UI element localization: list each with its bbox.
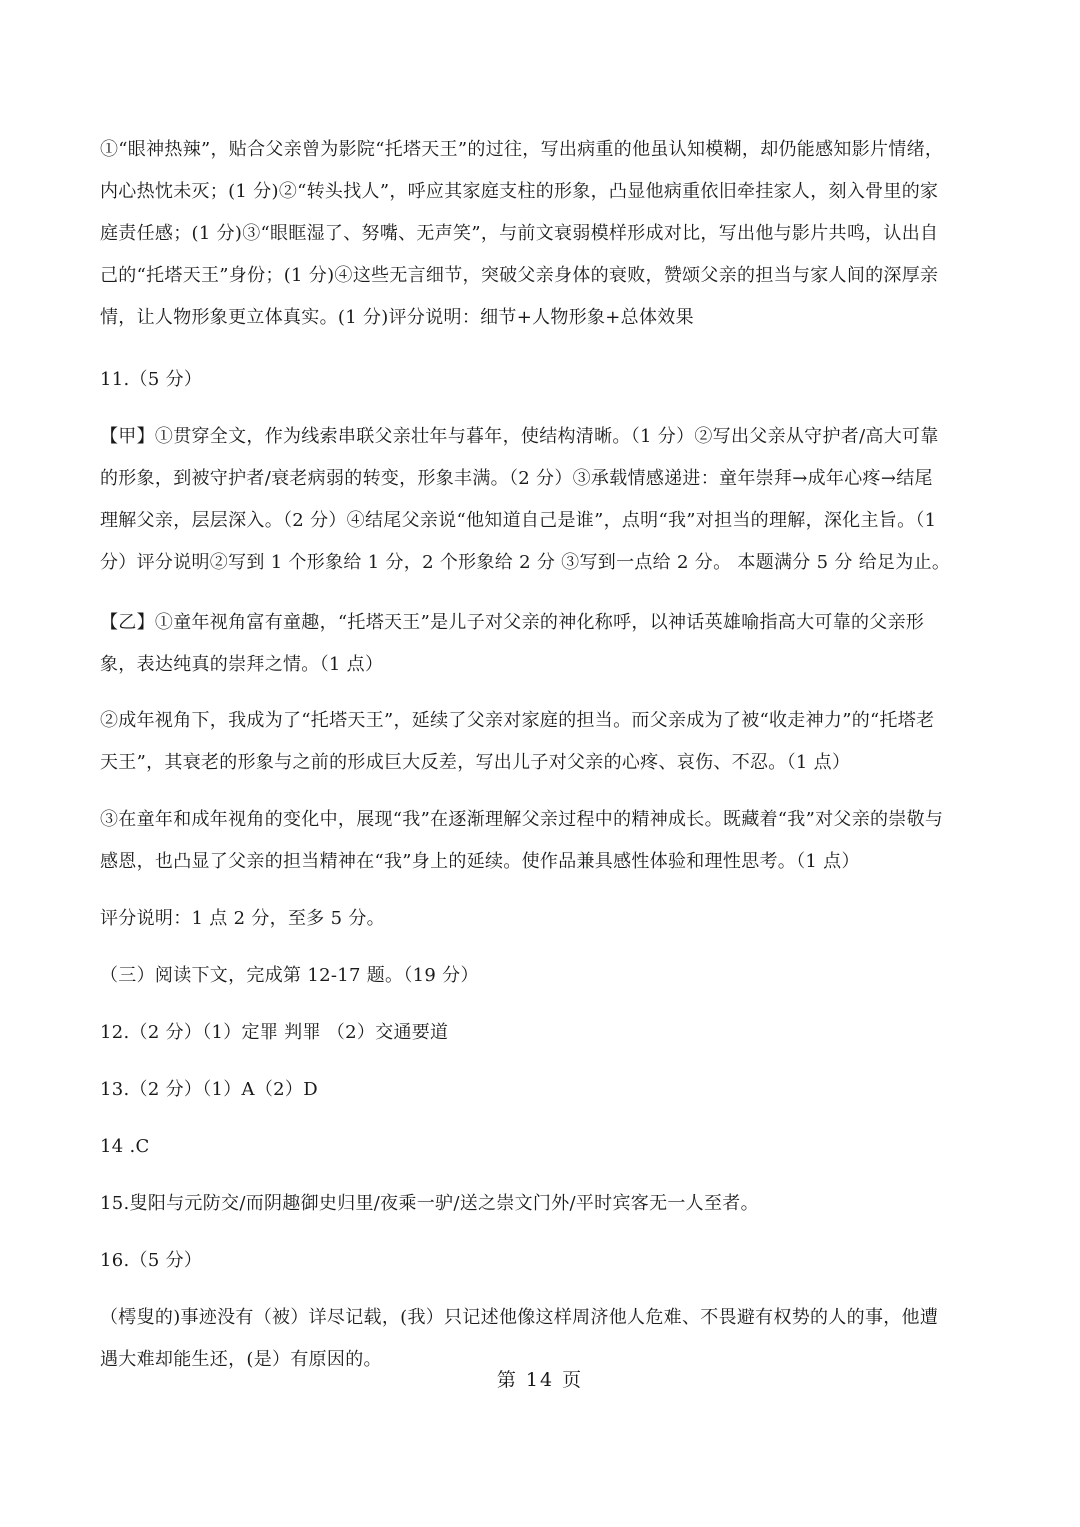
text-line: 己的“托塔天王”身份；(1 分)④这些无言细节，突破父亲身体的衰败，赞颂父亲的担当与家人间的深厚亲	[100, 265, 939, 286]
text-line: ②成年视角下，我成为了“托塔天王”，延续了父亲对家庭的担当。而父亲成为了被“收走神力”的“托塔老	[100, 710, 935, 731]
q11-yi-paragraph-3	[100, 799, 980, 883]
text-line: 分）评分说明②写到 1 个形象给 1 分，2 个形象给 2 分 ③写到一点给 2 分。 本题满分 5 分 给足为止。	[100, 552, 951, 573]
text-line: ①“眼神热辣”，贴合父亲曾为影院“托塔天王”的过往，写出病重的他虽认知模糊，却仍能感知影片情绪，	[100, 139, 944, 160]
q12-answer	[100, 1012, 980, 1054]
text-line: 感恩，也凸显了父亲的担当精神在“我”身上的延续。使作品兼具感性体验和理性思考。（1 点）	[100, 851, 860, 872]
text-line: ③在童年和成年视角的变化中，展现“我”在逐渐理解父亲过程中的精神成长。既藏着“我”对父亲的崇敬与	[100, 809, 944, 830]
text-line: 遇大难却能生还，(是）有原因的。	[100, 1349, 382, 1370]
text-line: 12.（2 分）（1）定罪 判罪 （2）交通要道	[100, 1022, 449, 1043]
text-line: 庭责任感；(1 分)③“眼眶湿了、努嘴、无声笑”，与前文衰弱模样形成对比，写出他与影片共鸣，认出自	[100, 223, 939, 244]
q16-header	[100, 1240, 980, 1282]
text-line: 11.（5 分）	[100, 369, 203, 390]
section-3-header	[100, 955, 980, 997]
text-line: 14 .C	[100, 1136, 150, 1157]
text-line: 【甲】①贯穿全文，作为线索串联父亲壮年与暮年，使结构清晰。（1 分）②写出父亲从守护者/高大可靠	[100, 426, 939, 447]
text-line: 13.（2 分）（1）A（2）D	[100, 1079, 318, 1100]
q14-answer	[100, 1126, 980, 1168]
q11-yi-paragraph-1	[100, 602, 980, 686]
q11-header	[100, 359, 980, 401]
q11-yi-paragraph-2	[100, 700, 980, 784]
text-line: （三）阅读下文，完成第 12-17 题。（19 分）	[100, 965, 479, 986]
q10-answer-paragraph	[100, 129, 980, 339]
text-line: 象，表达纯真的崇拜之情。（1 点）	[100, 654, 384, 675]
q15-answer	[100, 1183, 980, 1225]
text-line: 评分说明：1 点 2 分，至多 5 分。	[100, 908, 385, 929]
text-line: 15.叟阳与元防交/而阴趣御史归里/夜乘一驴/送之崇文门外/平时宾客无一人至者。	[100, 1193, 759, 1214]
q11-jia-paragraph	[100, 416, 980, 584]
text-line: 的形象，到被守护者/衰老病弱的转变，形象丰满。（2 分）③承载情感递进：童年崇拜→成年心疼→结尾	[100, 468, 933, 489]
text-line: 理解父亲，层层深入。（2 分）④结尾父亲说“他知道自己是谁”，点明“我”对担当的理解，深化主旨。（1	[100, 510, 937, 531]
text-line: 内心热忱未灭；(1 分)②“转头找人”，呼应其家庭支柱的形象，凸显他病重依旧牵挂家人，刻入骨里的家	[100, 181, 939, 202]
text-line: 情，让人物形象更立体真实。(1 分)评分说明：细节+人物形象+总体效果	[100, 307, 694, 328]
text-line: （樗叟的)事迹没有（被）详尽记载，(我）只记述他像这样周济他人危难、不畏避有权势的人的事，他遭	[100, 1307, 939, 1328]
q13-answer	[100, 1069, 980, 1111]
page-number: 第 14 页	[496, 1369, 584, 1391]
q11-scoring-note	[100, 898, 980, 940]
text-line: 16.（5 分）	[100, 1250, 203, 1271]
text-line: 天王”，其衰老的形象与之前的形成巨大反差，写出儿子对父亲的心疼、哀伤、不忍。（1 点）	[100, 752, 851, 773]
text-line: 【乙】①童年视角富有童趣，“托塔天王”是儿子对父亲的神化称呼，以神话英雄喻指高大可靠的父亲形	[100, 612, 925, 633]
